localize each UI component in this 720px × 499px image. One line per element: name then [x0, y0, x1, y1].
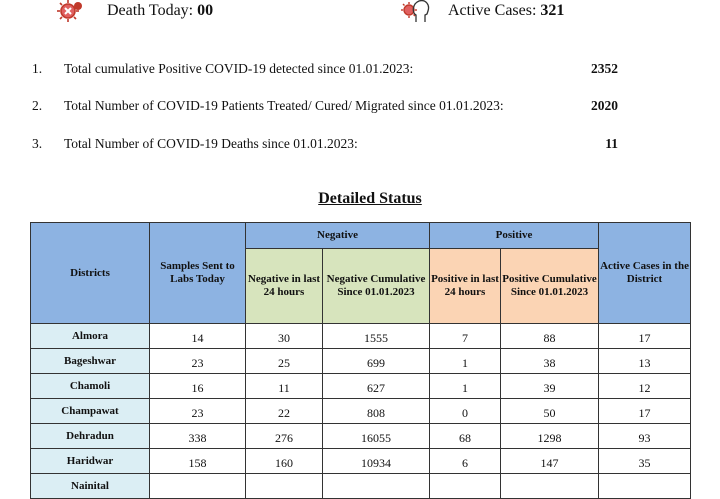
- summary-text: Total Number of COVID-19 Patients Treated/ Cured/ Migrated since 01.01.2023:: [64, 98, 504, 113]
- table-row: [31, 449, 691, 474]
- negcum-cell: 627: [323, 374, 430, 399]
- pos24-cell: 1: [430, 374, 501, 399]
- active-cases-value: 321: [540, 2, 565, 19]
- neg24-cell: 276: [246, 424, 323, 449]
- neg24-cell: 11: [246, 374, 323, 399]
- samples-cell: 23: [150, 399, 246, 424]
- table-row: [31, 474, 691, 499]
- active-cell: 17: [599, 324, 691, 349]
- samples-cell: 23: [150, 349, 246, 374]
- summary-text: Total Number of COVID-19 Deaths since 01.01.2023:: [64, 136, 358, 151]
- table-row: [31, 399, 691, 424]
- header-districts: Districts: [31, 223, 150, 324]
- samples-cell: 16: [150, 374, 246, 399]
- active-cases-label: Active Cases:: [448, 2, 537, 19]
- neg24-cell: 25: [246, 349, 323, 374]
- neg24-cell: [246, 474, 323, 499]
- summary-value: 2352: [591, 61, 618, 76]
- district-name: Almora: [31, 324, 150, 349]
- header-negative-24h: Negative in last 24 hours: [246, 249, 323, 324]
- samples-cell: 14: [150, 324, 246, 349]
- header-active: Active Cases in the District: [599, 223, 691, 324]
- section-title: Detailed Status: [318, 190, 422, 207]
- poscum-cell: 50: [501, 399, 599, 424]
- negcum-cell: 10934: [323, 449, 430, 474]
- pos24-cell: 68: [430, 424, 501, 449]
- poscum-cell: 88: [501, 324, 599, 349]
- pos24-cell: [430, 474, 501, 499]
- district-name: Haridwar: [31, 449, 150, 474]
- virus-cross-icon: [55, 0, 85, 24]
- death-today-value: 00: [197, 2, 214, 19]
- summary-number: 2.: [32, 98, 43, 113]
- active-cell: 12: [599, 374, 691, 399]
- active-cell: 93: [599, 424, 691, 449]
- pos24-cell: 0: [430, 399, 501, 424]
- district-name: Bageshwar: [31, 349, 150, 374]
- poscum-cell: 38: [501, 349, 599, 374]
- pos24-cell: 7: [430, 324, 501, 349]
- header-negative-cumulative: Negative Cumulative Since 01.01.2023: [323, 249, 430, 324]
- samples-cell: 338: [150, 424, 246, 449]
- active-cell: [599, 474, 691, 499]
- active-cell: 13: [599, 349, 691, 374]
- district-name: Dehradun: [31, 424, 150, 449]
- death-today-stat: [55, 0, 213, 24]
- negcum-cell: [323, 474, 430, 499]
- negcum-cell: 808: [323, 399, 430, 424]
- header-samples: Samples Sent to Labs Today: [150, 223, 246, 324]
- negcum-cell: 699: [323, 349, 430, 374]
- header-negative: Negative: [246, 223, 430, 249]
- table-row: [31, 324, 691, 349]
- district-name: Nainital: [31, 474, 150, 499]
- negcum-cell: 1555: [323, 324, 430, 349]
- poscum-cell: 1298: [501, 424, 599, 449]
- summary-number: 3.: [32, 136, 43, 151]
- samples-cell: 158: [150, 449, 246, 474]
- summary-value: 11: [605, 136, 618, 151]
- table-row: [31, 374, 691, 399]
- summary-number: 1.: [32, 61, 43, 76]
- poscum-cell: 39: [501, 374, 599, 399]
- neg24-cell: 160: [246, 449, 323, 474]
- negcum-cell: 16055: [323, 424, 430, 449]
- district-status-table: [30, 222, 691, 499]
- poscum-cell: [501, 474, 599, 499]
- virus-head-icon: [400, 0, 430, 24]
- poscum-cell: 147: [501, 449, 599, 474]
- district-name: Champawat: [31, 399, 150, 424]
- active-cell: 17: [599, 399, 691, 424]
- header-positive-24h: Positive in last 24 hours: [430, 249, 501, 324]
- table-row: [31, 424, 691, 449]
- pos24-cell: 1: [430, 349, 501, 374]
- table-row: [31, 349, 691, 374]
- neg24-cell: 22: [246, 399, 323, 424]
- summary-text: Total cumulative Positive COVID-19 detected since 01.01.2023:: [64, 61, 414, 76]
- district-name: Chamoli: [31, 374, 150, 399]
- header-positive-cumulative: Positive Cumulative Since 01.01.2023: [501, 249, 599, 324]
- active-cell: 35: [599, 449, 691, 474]
- active-cases-stat: [400, 0, 564, 24]
- neg24-cell: 30: [246, 324, 323, 349]
- header-positive: Positive: [430, 223, 599, 249]
- death-today-label: Death Today:: [107, 2, 194, 19]
- pos24-cell: 6: [430, 449, 501, 474]
- samples-cell: [150, 474, 246, 499]
- summary-value: 2020: [591, 98, 618, 113]
